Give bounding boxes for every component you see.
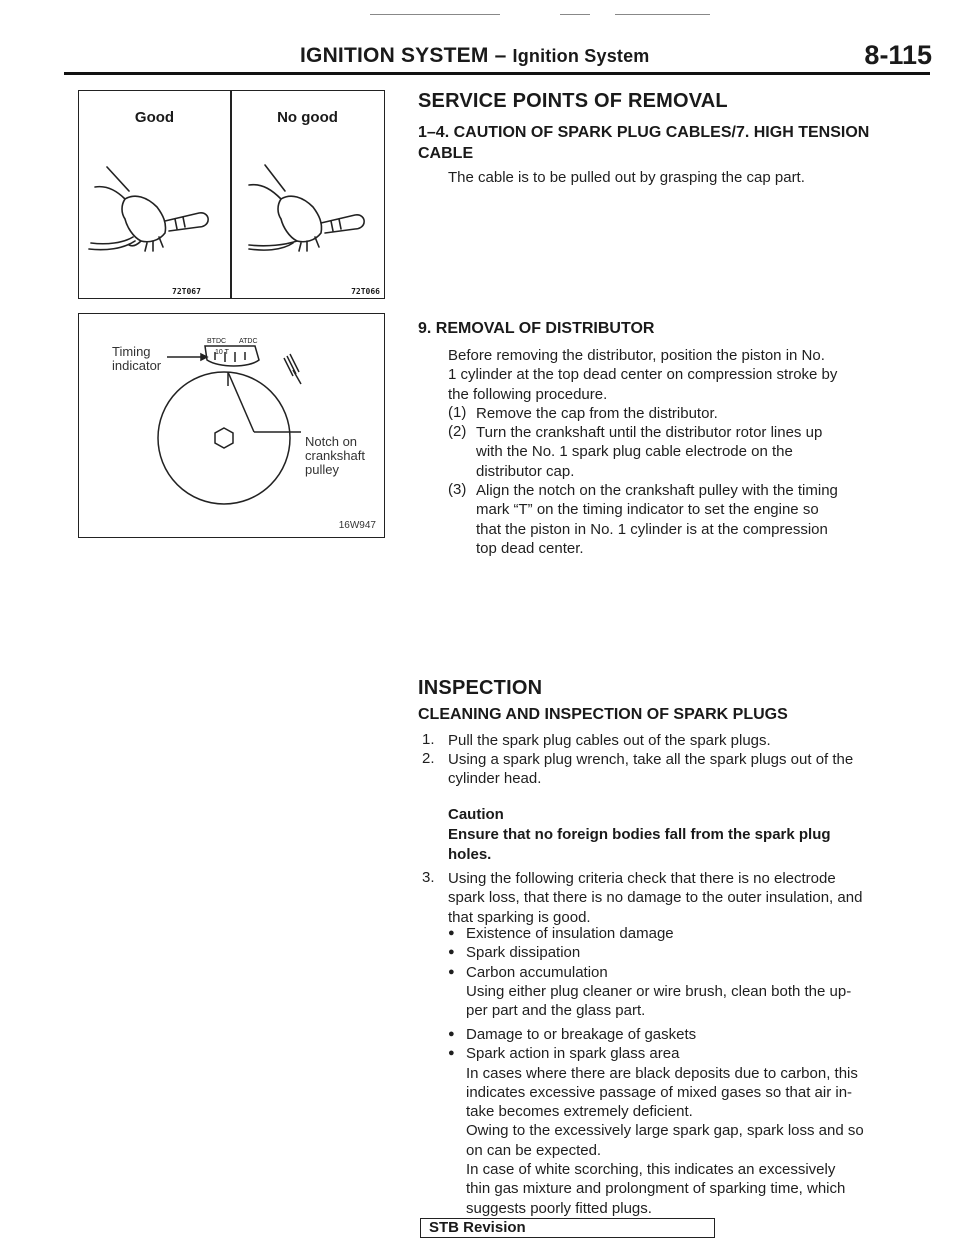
step-number: 3. [422, 869, 435, 886]
figure-code-right: 72T066 [351, 287, 380, 296]
btdc-mark: BTDC [207, 338, 227, 345]
text-line: Align the notch on the crankshaft pulley with the timing [476, 482, 838, 499]
good-label: Good [134, 109, 175, 126]
text-line: spark loss, that there is no damage to the outer insulation, and [448, 889, 863, 907]
text-line: cylinder head. [448, 770, 542, 788]
cable-caution-text: The cable is to be pulled out by grasping the cap part. [448, 169, 805, 186]
text-line: that the piston in No. 1 cylinder is at the compression [476, 520, 828, 538]
text-line: Owing to the excessively large spark gap, spark loss and so [466, 1122, 864, 1140]
figure-code: 16W947 [338, 520, 376, 531]
step-1-text: Remove the cap from the distributor. [476, 405, 718, 422]
timing-label-line2: indicator [112, 358, 162, 373]
step-number: (1) [448, 404, 467, 421]
text-line: Ensure that no foreign bodies fall from the spark plug [448, 826, 831, 843]
text-line: thin gas mixture and prolongment of sparking time, which [466, 1180, 846, 1198]
text-line: 1 cylinder at the top dead center on compression stroke by [448, 366, 838, 384]
text-line: per part and the glass part. [466, 1002, 646, 1020]
plug-cable-figure [78, 90, 385, 299]
text-line: Using either plug cleaner or wire brush, clean both the up- [466, 982, 852, 1000]
cable-caution-heading [418, 122, 918, 164]
list-item: ● Existence of insulation damage [448, 924, 918, 943]
list-item: ● Spark action in spark glass area [448, 1044, 918, 1063]
criteria-list-b [448, 1025, 918, 1218]
step-3-text [476, 481, 921, 558]
page-number: 8-115 [864, 40, 932, 70]
text-line: top dead center. [476, 539, 584, 557]
text-line: Before removing the distributor, position the piston in No. [448, 347, 825, 364]
page-header-title [300, 44, 720, 68]
text-line: on can be expected. [466, 1141, 602, 1159]
notch-label-line3: pulley [305, 462, 339, 477]
text-line: distributor cap. [476, 462, 575, 480]
caution-title: Caution [448, 806, 504, 823]
inspection-heading: INSPECTION [418, 677, 543, 699]
text-line: Using a spark plug wrench, take all the spark plugs out of the [448, 751, 854, 768]
step-number: (2) [448, 423, 467, 440]
criteria-list-a [448, 924, 918, 1020]
revision-footer [420, 1218, 715, 1238]
text-line: with the No. 1 spark plug cable electrode on the [476, 443, 793, 461]
step-number: (3) [448, 481, 467, 498]
timing-indicator-figure [78, 313, 385, 538]
scan-line [370, 14, 500, 15]
inspection-step-1: Pull the spark plug cables out of the spark plugs. [448, 732, 771, 749]
step-number: 2. [422, 750, 435, 767]
text-line: take becomes extremely deficient. [466, 1103, 693, 1121]
text-line: suggests poorly fitted plugs. [466, 1199, 652, 1217]
crankshaft-pulley-diagram [79, 314, 384, 536]
scan-line [560, 14, 590, 15]
list-item-detail [448, 1064, 918, 1218]
scan-line [615, 14, 710, 15]
caution-text [448, 825, 918, 864]
good-hand-illustration [87, 161, 225, 261]
text-line: In case of white scorching, this indicates an excessively [466, 1161, 836, 1179]
revision-label: STB Revision [429, 1219, 526, 1236]
step-2-text [476, 423, 921, 481]
text-line: Turn the crankshaft until the distributor rotor lines up [476, 424, 823, 441]
distributor-removal-heading: 9. REMOVAL OF DISTRIBUTOR [418, 320, 655, 337]
inspection-step-2 [448, 750, 918, 789]
timing-label-line1: Timing [112, 344, 151, 359]
title-dash: – [494, 44, 507, 67]
text-line: holes. [448, 845, 492, 863]
heading-line: 1–4. CAUTION OF SPARK PLUG CABLES/7. HIGH TENSION [418, 124, 870, 141]
section-subtitle: Ignition System [512, 46, 650, 66]
list-item-detail [448, 982, 918, 1021]
text-line: indicates excessive passage of mixed gases so that air in- [466, 1083, 853, 1101]
text-line: mark “T” on the timing indicator to set the engine so [476, 501, 819, 519]
section-title: IGNITION SYSTEM [300, 44, 489, 67]
scale-mark: 10 T [215, 349, 229, 356]
atdc-mark: ATDC [239, 338, 258, 345]
step-number: 1. [422, 731, 435, 748]
nogood-label: No good [277, 109, 338, 126]
service-points-heading: SERVICE POINTS OF REMOVAL [418, 90, 728, 112]
notch-label-line1: Notch on [305, 434, 358, 449]
figure-code-left: 72T067 [172, 287, 201, 296]
heading-line: CABLE [418, 145, 474, 162]
list-item: ● Spark dissipation [448, 943, 918, 962]
text-line: the following procedure. [448, 385, 608, 403]
text-line: Using the following criteria check that there is no electrode [448, 870, 836, 887]
list-item: ● Carbon accumulation [448, 963, 918, 982]
text-line: In cases where there are black deposits due to carbon, this [466, 1064, 858, 1082]
notch-label-line2: crankshaft [305, 448, 365, 463]
spark-plug-inspection-heading: CLEANING AND INSPECTION OF SPARK PLUGS [418, 706, 788, 723]
distributor-intro [448, 346, 918, 404]
header-rule [64, 72, 930, 75]
nogood-hand-illustration [241, 161, 379, 261]
inspection-step-3 [448, 869, 918, 927]
list-item: ● Damage to or breakage of gaskets [448, 1025, 918, 1044]
text-line: that sparking is good. [448, 908, 591, 926]
